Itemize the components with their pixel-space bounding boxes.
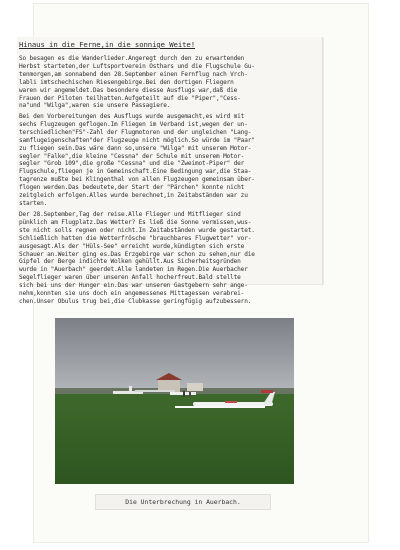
text-line: Der 28.September,Tag der reise.Alle Flieger und Mitflieger sind <box>19 211 241 218</box>
airfield-photo <box>55 318 294 484</box>
text-line: segler "Falke",die kleine "Cessna" der Schule mit unserem Motor- <box>19 152 245 160</box>
paragraph-1 <box>19 55 321 110</box>
text-line: Bei den Vorbereitungen des Ausflugs wurde ausgemacht,es wird mit <box>19 113 245 120</box>
document-title: Hinaus in die Ferne,in die sonnige Weite! <box>19 40 196 49</box>
text-line: flogen werden.Das bedeutete,der Start der "Pärchen" konnte nicht <box>19 184 245 192</box>
text-line: Schließlich hatten die Wetterfrösche "brauchbares Flugwetter" vor- <box>19 234 252 242</box>
text-line: zeitgleich erfolgen.Alles wurde berechnet,in Zeitabständen war zu <box>19 192 248 200</box>
text-line: Segelflieger waren über unseren Anfall hocherfreut.Bald stellte <box>19 274 241 282</box>
text-line: Gipfel der Berge indichte Wolken gehüllt.Aus Sicherheitsgründen <box>19 258 241 266</box>
text-line: tenmorgen,am sonnabend den 28.September einen Fernflug nach Vrch- <box>19 70 248 78</box>
text-line: sich bei uns der Hunger ein.Das war unseren Gastgebern sehr ange- <box>19 282 248 290</box>
paragraph-2 <box>19 113 321 208</box>
text-line: waren wir angemeldet.Das besondere diesse Ausflugs war,daß die <box>19 86 238 94</box>
text-line: Schauer an.Weiter ging es.Das Erzgebirge war schon zu sehen,nur die <box>19 250 255 258</box>
text-line: sechs Flugzeugen geflogen.Im Fliegen im Verband ist,wegen der un- <box>19 120 248 128</box>
text-line: So besagen es die Wanderlieder.Angeregt durch den zu erwartenden <box>19 55 245 62</box>
text-line: zu fliegen sein.Das wäre dann so,unsere "Wilga" mit unserem Motor- <box>19 144 252 152</box>
text-line: ste nicht solls regnen oder nicht.In Zeitabständen wurde gestartet. <box>19 226 255 234</box>
text-line: tagrenze mußte bei Klingenthal von allen Flugzeugen gemeinsam über- <box>19 176 255 184</box>
text-line: wurde in "Auerbach" geerdet.Alle landeten im Regen.Die Auerbacher <box>19 266 248 274</box>
text-line: nehm,konnten sie uns doch ein angemessenes Mittagessen verabrei- <box>19 290 245 298</box>
airfield-photo-drawing <box>55 318 294 484</box>
paragraph-3 <box>19 211 321 306</box>
photo-caption: Die Unterbrechung in Auerbach. <box>95 494 271 510</box>
text-line: ausgesagt.Als der "Hüls-See" erreicht wurde,kündigten sich erste <box>19 242 245 250</box>
text-line: na"und "Wilga",waren sie unsere Passagiere. <box>19 102 171 110</box>
text-line: starten. <box>19 199 48 207</box>
text-line: labli imtschechischen Riesengebirge.Bei den dortigen Fliegern <box>19 78 234 86</box>
text-line: chen.Unser Obulus trug bei,die Clubkasse geringfügig aufzubessern. <box>19 297 252 305</box>
text-line: Flugschule,fliegen je in Gemeinschaft.Eine Bedingung war,die Staa- <box>19 168 252 176</box>
text-line: Herbst starteten,der Luftsportverein Osthars und die Flugschule Gu- <box>19 62 255 70</box>
text-line: Frauen der Piloten teilhatten.Aufgeteilt auf die "Piper","Cess- <box>19 94 241 102</box>
text-line: pünklich am Flugplatz.Das Wetter? Es ließ die Sonne vermissen,wus- <box>19 218 252 226</box>
text-line: terschiedlichen"FS"-Zahl der Flugmotoren und der ungleichen "Lang- <box>19 128 252 136</box>
text-line: segler "Grob 109",die große "Cessna" und die "Zweimot-Piper" der <box>19 160 245 168</box>
text-line: samflugeigenschaften"der Flugzeuge nicht möglich.So würde im "Paar" <box>19 136 255 144</box>
